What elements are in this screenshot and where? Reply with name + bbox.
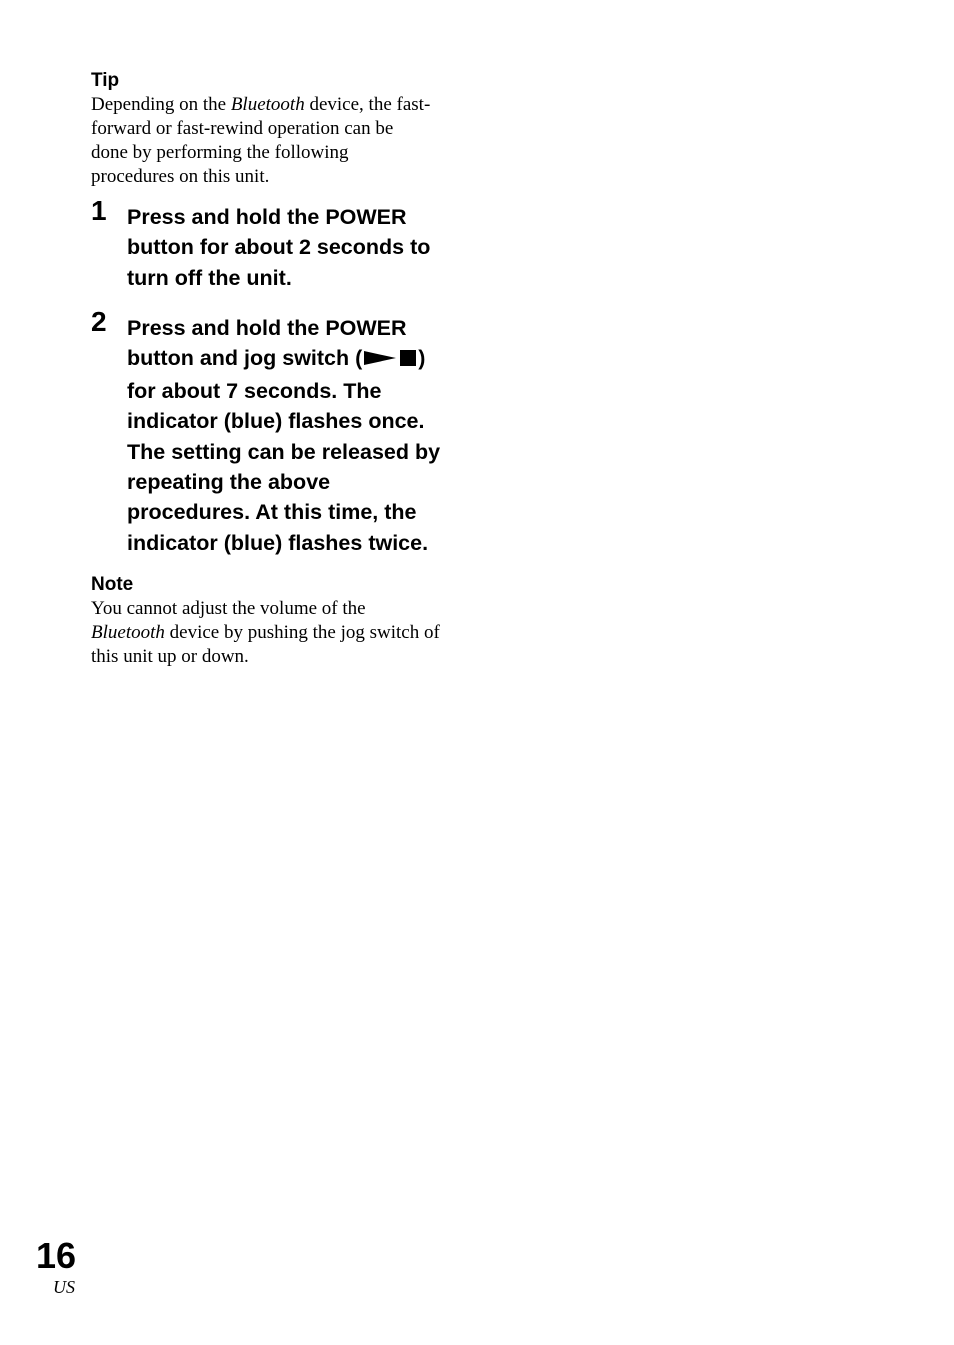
step-2-line-6: repeating the above — [127, 470, 331, 495]
bluetooth-term: Bluetooth — [91, 622, 165, 643]
note-line-1: You cannot adjust the volume of the — [91, 598, 366, 619]
step-1-text — [127, 202, 472, 293]
step-2-line-5: The setting can be released by — [127, 439, 441, 464]
note-heading: Note — [91, 574, 134, 595]
tip-line-1 — [91, 93, 481, 117]
tip-line-3: done by performing the following — [91, 142, 349, 163]
step-1-line-3: turn off the unit. — [127, 265, 292, 290]
tip-section — [91, 69, 481, 189]
note-line-3: this unit up or down. — [91, 646, 249, 667]
step-2-text-part: ) — [418, 346, 426, 371]
tip-line-2: forward or fast-rewind operation can be — [91, 118, 394, 139]
page-number: 16 — [36, 1235, 77, 1276]
step-2-line-4: indicator (blue) flashes once. — [127, 409, 425, 434]
tip-text: Depending on the — [91, 94, 231, 115]
step-1-number: 1 — [91, 195, 107, 226]
tip-line-4: procedures on this unit. — [91, 166, 270, 187]
step-2-line-8: indicator (blue) flashes twice. — [127, 530, 429, 555]
note-line-2 — [91, 621, 481, 645]
region-code: US — [53, 1277, 75, 1297]
step-2-line-7: procedures. At this time, the — [127, 500, 417, 525]
step-1-line-2: button for about 2 seconds to — [127, 235, 431, 260]
step-2-text-part: button and jog switch ( — [127, 346, 363, 371]
step-2-line-3: for about 7 seconds. The — [127, 378, 382, 403]
note-text: device by pushing the jog switch of — [164, 622, 440, 643]
step-2-text — [127, 313, 472, 558]
step-1-line-1: Press and hold the POWER — [127, 205, 407, 229]
note-section — [91, 573, 481, 669]
play-stop-icon — [362, 345, 418, 375]
step-2-line-1: Press and hold the POWER — [127, 316, 407, 340]
step-2-line-2 — [127, 343, 472, 375]
tip-heading: Tip — [91, 70, 120, 91]
step-2-number: 2 — [91, 306, 107, 337]
bluetooth-term: Bluetooth — [230, 94, 305, 115]
tip-text: device, the fast- — [304, 94, 431, 115]
